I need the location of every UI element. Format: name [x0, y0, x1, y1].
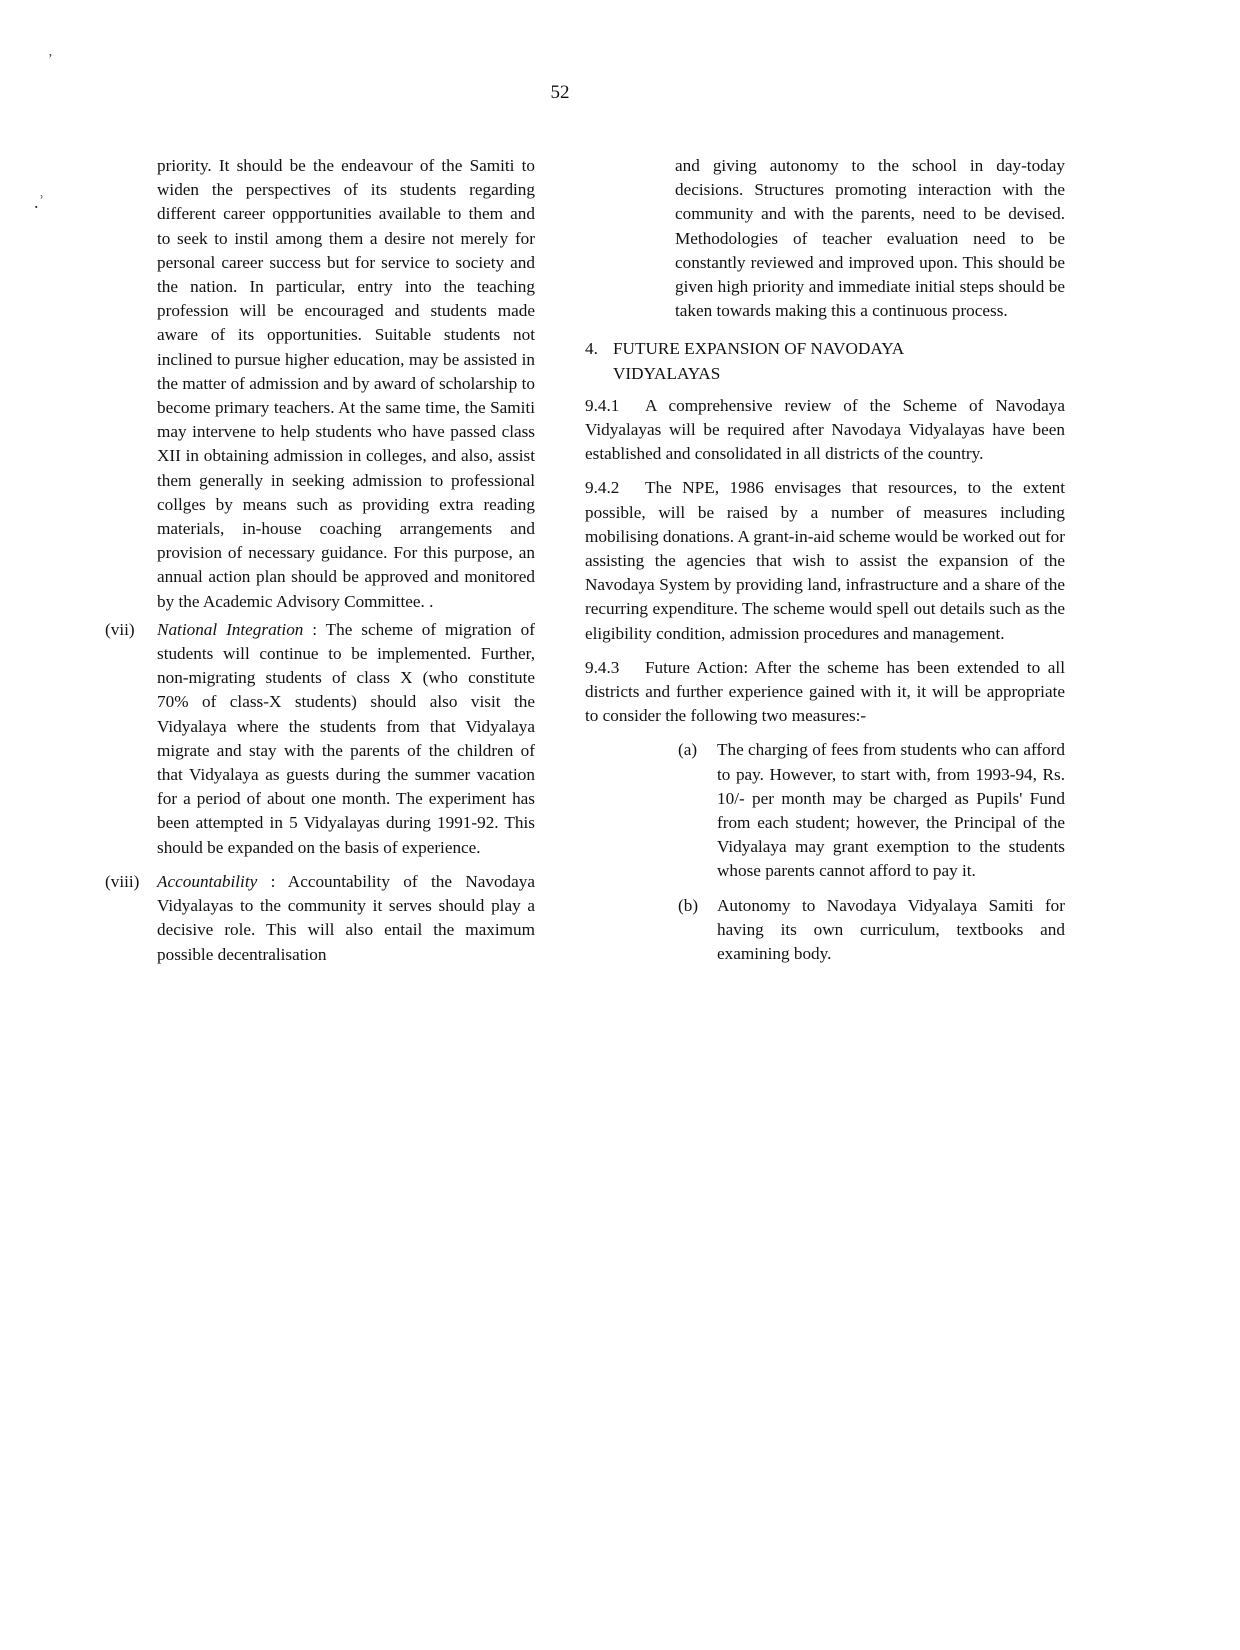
item-title: Accountability — [157, 871, 258, 891]
item-text: Accountability of the Navodaya Vidyalayas to the community it serves should play a decisive role. This will also entail the maximum possible decentralisation — [157, 871, 535, 964]
item-label: (viii) — [105, 871, 140, 891]
right-column — [585, 154, 1065, 976]
paragraph-number: 9.4.3 — [585, 657, 620, 677]
scan-speck: .ʾ — [34, 192, 45, 212]
paragraph-text: The NPE, 1986 envisages that resources, to the extent possible, will be raised by a number of measures including mobilising donations. A grant-in-aid scheme would be worked out for assisting the agencies that wish to assist the expansion of the Navodaya System by providing land, infrastructure and a share of the recurring expenditure. The scheme would spell out details such as the eligibility condition, admission procedures and management. — [585, 478, 1065, 643]
paragraph-number: 9.4.1 — [585, 395, 620, 415]
left-column — [105, 154, 535, 967]
item-title: National Integration — [157, 619, 304, 639]
section-title: FUTURE EXPANSION OF NAVODAYA VIDYALAYAS — [613, 339, 904, 383]
scan-speck: ʼ — [48, 52, 53, 67]
item-separator: : — [257, 871, 288, 891]
measure-a — [645, 738, 1065, 883]
paragraph-9-4-3 — [585, 656, 1065, 729]
list-item-viii — [105, 870, 535, 967]
measure-label: (b) — [678, 895, 699, 915]
measure-label: (a) — [678, 740, 698, 760]
item-label: (vii) — [105, 619, 135, 639]
measure-text: The charging of fees from students who can afford to pay. However, to start with, from 1993-94, Rs. 10/- per month may be charged as Pupils' Fund from each student; however, the Principal of the Vidyalaya may grant exemption to the students whose parents cannot afford to pay it. — [717, 740, 1065, 881]
paragraph-9-4-1 — [585, 394, 1065, 467]
measure-b — [645, 894, 1065, 967]
continuation-paragraph: and giving autonomy to the school in day-today decisions. Structures promoting interaction with the community and with the parents, need to be devised. Methodologies of teacher evaluation need to be constantly reviewed and improved upon. This should be given high priority and immediate initial steps should be taken towards making this a continuous process. — [675, 156, 1065, 321]
intro-paragraph: priority. It should be the endeavour of the Samiti to widen the perspectives of its students regarding different career oppportunities available to them and to seek to instil among them a desire not merely for personal career success but for service to society and the nation. In particular, entry into the teaching profession will be encouraged and students made aware of its opportunities. Suitable students not inclined to pursue higher education, may be assisted in the matter of admission and by award of scholarship to become primary teachers. At the same time, the Samiti may intervene to help students who have passed class XII in obtaining admission in colleges, and also, assist them generally in seeking admission to professional collges by means such as providing extra reading materials, in-house coaching arrangements and provision of necessary guidance. For this purpose, an annual action plan should be approved and monitored by the Academic Advisory Committee. . — [157, 156, 535, 611]
paragraph-text: Future Action: After the scheme has been extended to all districts and further experience gained with it, it will be appropriate to consider the following two measures:- — [585, 657, 1065, 726]
paragraph-9-4-2 — [585, 476, 1065, 645]
paragraph-text: A comprehensive review of the Scheme of Navodaya Vidyalayas will be required after Navodaya Vidyalayas have been established and consolidated in all districts of the country. — [585, 395, 1065, 464]
section-heading — [585, 337, 1065, 385]
paragraph-number: 9.4.2 — [585, 478, 620, 498]
measure-text: Autonomy to Navodaya Vidyalaya Samiti for having its own curriculum, textbooks and examining body. — [717, 895, 1065, 964]
item-text: The scheme of migration of students will continue to be implemented. Further, non-migrating students of class X (who constitute 70% of class-X students) should also visit the Vidyalaya where the students from that Vidyalaya migrate and stay with the parents of the children of that Vidyalaya as guests during the summer vacation for a period of about one month. The experiment has been attempted in 5 Vidyalayas during 1991-92. This should be expanded on the basis of experience. — [157, 619, 535, 857]
item-separator: : — [303, 619, 326, 639]
page-number: 52 — [550, 82, 570, 103]
list-item-vii — [105, 618, 535, 860]
section-number: 4. — [585, 339, 598, 359]
